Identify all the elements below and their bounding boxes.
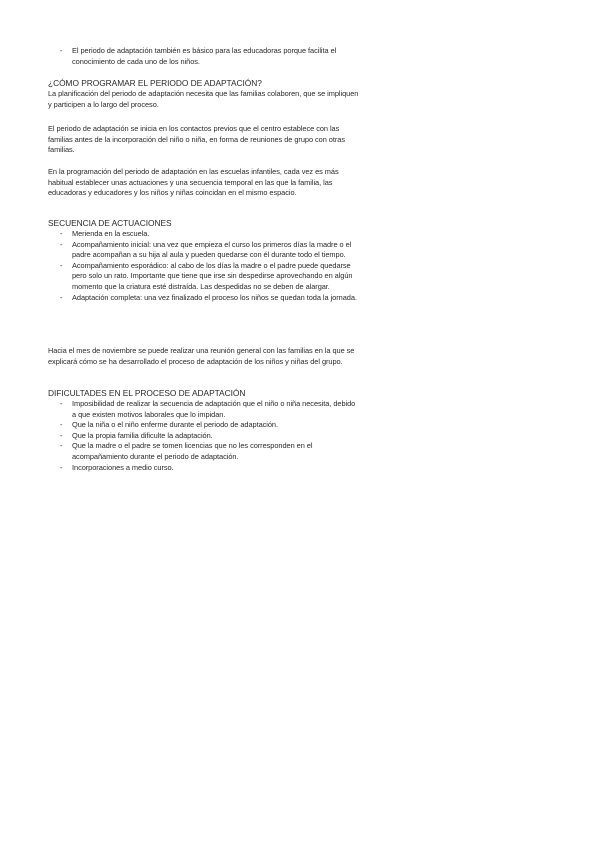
paragraph-block bbox=[48, 167, 360, 199]
list-item bbox=[48, 420, 360, 431]
dificultades-list bbox=[48, 399, 360, 473]
list-item-text: Que la niña o el niño enferme durante el periodo de adaptación. bbox=[72, 420, 278, 430]
list-item bbox=[48, 463, 360, 474]
actuaciones-list bbox=[48, 229, 360, 303]
section-dificultades bbox=[48, 388, 360, 473]
list-item-text: Incorporaciones a medio curso. bbox=[72, 462, 174, 472]
paragraph-block bbox=[48, 346, 360, 367]
list-item bbox=[48, 441, 360, 462]
section-heading: DIFICULTADES EN EL PROCESO DE ADAPTACIÓN bbox=[48, 388, 246, 398]
list-item-text: Merienda en la escuela. bbox=[72, 229, 150, 238]
section-secuencia bbox=[48, 218, 360, 303]
list-item bbox=[48, 46, 360, 67]
intro-list-block bbox=[48, 46, 360, 67]
list-item bbox=[48, 293, 360, 304]
paragraph: El periodo de adaptación se inicia en los contactos previos que el centro establece con las familias antes de la incorporación del niño o niña, en forma de reuniones de grupo con otras familias. bbox=[48, 124, 345, 155]
dash-bullet: - bbox=[60, 46, 63, 55]
paragraph: En la programación del periodo de adaptación en las escuelas infantiles, cada vez es más habitual establecer unas actuaciones y una secuencia temporal en las que la familia, las educadoras y educadores y los niños y niñas coincidan en el mismo espacio. bbox=[48, 167, 339, 198]
section-heading: ¿CÓMO PROGRAMAR EL PERIODO DE ADAPTACIÓN? bbox=[48, 78, 262, 88]
list-item bbox=[48, 240, 360, 261]
list-item-text: Adaptación completa: una vez finalizado el proceso los niños se quedan toda la jornada. bbox=[72, 292, 357, 302]
list-item-text: Que la propia familia dificulte la adaptación. bbox=[72, 430, 213, 440]
dash-bullet: - bbox=[60, 399, 63, 408]
list-item bbox=[48, 431, 360, 442]
list-item-text: Que la madre o el padre se tomen licencias que no les corresponden en el acompañamiento durante el periodo de adaptación. bbox=[72, 441, 313, 461]
paragraph: La planificación del periodo de adaptación necesita que las familias colaboren, que se impliquen y participen a lo largo del proceso. bbox=[48, 89, 359, 109]
list-item bbox=[48, 261, 360, 293]
list-item-text: El periodo de adaptación también es básico para las educadoras porque facilita el conocimiento de cada uno de los niños. bbox=[72, 46, 337, 66]
dash-bullet: - bbox=[60, 441, 63, 451]
dash-bullet: - bbox=[60, 462, 63, 472]
paragraph: Hacia el mes de noviembre se puede realizar una reunión general con las familias en la que se explicará cómo se ha desarrollado el proceso de adaptación de los niños y niñas del grupo. bbox=[48, 346, 355, 366]
paragraph-block bbox=[48, 124, 360, 156]
section-programar bbox=[48, 78, 360, 110]
list-item-text: Acompañamiento esporádico: al cabo de los días la madre o el padre puede quedarse pero solo un rato. Importante que tiene que irse sin despedirse aprovechando en algún momento que la criatura esté distraída. Las despedidas no se deben de alargar. bbox=[72, 260, 353, 291]
section-heading: SECUENCIA DE ACTUACIONES bbox=[48, 218, 172, 228]
list-item-text: Imposibilidad de realizar la secuencia de adaptación que el niño o niña necesita, debido a que existen motivos laborales que lo impidan. bbox=[72, 399, 356, 419]
dash-bullet: - bbox=[60, 420, 63, 430]
dash-bullet: - bbox=[60, 239, 63, 249]
dash-bullet: - bbox=[60, 260, 63, 270]
list-item bbox=[48, 399, 360, 420]
dash-bullet: - bbox=[60, 229, 63, 238]
dash-bullet: - bbox=[60, 292, 63, 302]
intro-list bbox=[48, 46, 360, 67]
dash-bullet: - bbox=[60, 430, 63, 440]
list-item-text: Acompañamiento inicial: una vez que empieza el curso los primeros días la madre o el padre acompañan a su hija al aula y pueden quedarse con él durante todo el tiempo. bbox=[72, 239, 352, 260]
list-item bbox=[48, 229, 360, 240]
